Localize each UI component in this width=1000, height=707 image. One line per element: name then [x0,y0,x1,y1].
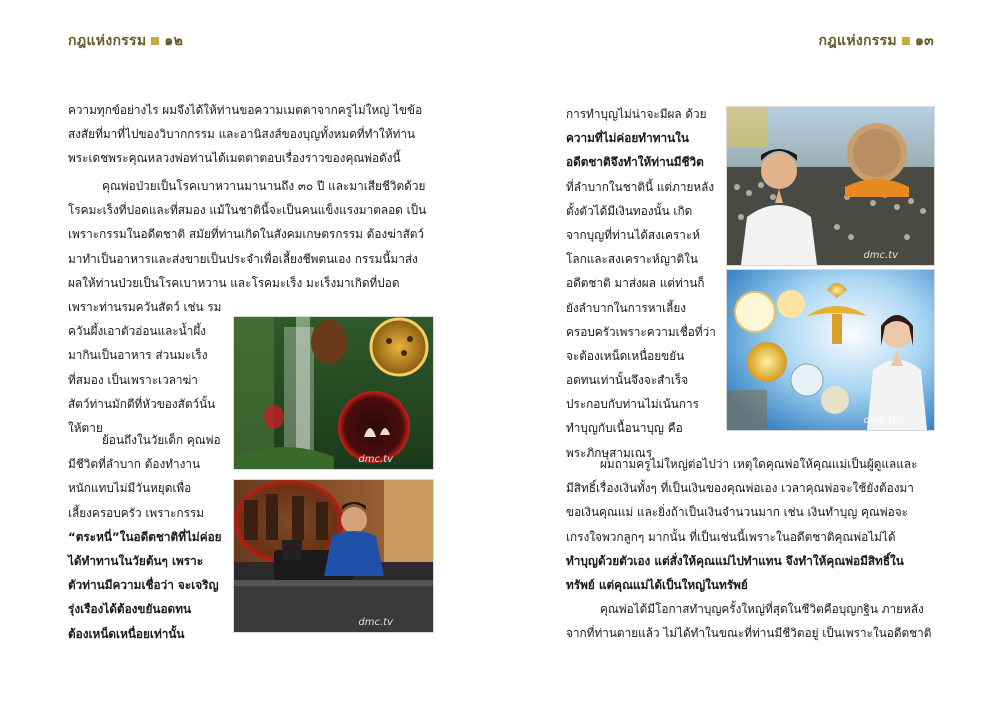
illustration-bees-forest [233,316,434,470]
running-head-title: กฎแห่งกรรม [818,33,897,49]
text-line: โลกและสงเคราะห์ญาติใน [566,252,698,267]
text-line: เพราะกรรมในอดีตชาติ สมัยที่ท่านเกิดในสังคมเกษตรกรรม ต้องฆ่าสัตว์ [68,227,425,242]
accent-square-icon [151,37,159,45]
paragraph-1 [566,102,716,465]
text-line: พระภิกษุสามเณร [566,445,653,460]
text-line: ตั้งตัวได้มีเงินทองนั้น เกิด [566,203,693,218]
text-line: ผลให้ท่านป่วยเป็นโรคเบาหวาน และโรคมะเร็ง มะเร็งมาเกิดที่ปอด [68,275,400,290]
text-line: มากินเป็นอาหาร ส่วนมะเร็ง [68,348,208,363]
text-line: ทำบุญกับเนื้อนาบุญ คือ [566,421,683,436]
text-line: อดีตชาติจึงทำให้ท่านมีชีวิต [566,155,704,170]
text-line: ที่ลำบากในชาตินี้ แต่ภายหลัง [566,179,715,194]
text-line: ควันผึ้งเอาตัวอ่อนและน้ำผึ้ง [68,324,207,339]
text-line: เกรงใจพวกลูกๆ มากนั้น ที่เป็นเช่นนี้เพราะในอดีตชาติคุณพ่อไม่ได้ [566,529,896,544]
paragraph-1 [68,98,422,171]
text-line: ความที่ไม่ค่อยทำทานใน [566,131,689,146]
watermark: dmc.tv [358,454,393,465]
text-line: ต้องเหน็ดเหนื่อยเท่านั้น [68,626,185,641]
watermark: dmc.tv [863,415,898,426]
watermark: dmc.tv [358,617,393,628]
text-line: “ตระหนี่”ในอดีตชาติที่ไม่ค่อย [68,529,222,544]
right-page [500,0,1000,707]
text-line: คุณพ่อป่วยเป็นโรคเบาหวานมานานถึง ๓๐ ปี และมาเสียชีวิตด้วย [102,179,426,193]
text-line: ให้ตาย [68,420,103,435]
text-line: ยังลำบากในการหาเลี้ยง [566,300,687,315]
text-line: การทำบุญไม่น่าจะมีผล ด้วย [566,107,707,121]
page-number: ๑๓ [914,33,934,49]
text-line: มีชีวิตที่ลำบาก ต้องทำงาน [68,457,201,472]
text-line: คุณพ่อได้มีโอกาสทำบุญครั้งใหญ่ที่สุดในชีวิตคือบุญกฐิน ภายหลัง [600,602,924,616]
page-number: ๑๒ [164,33,184,49]
text-line: สงสัยที่มาที่ไปของวิบากกรรม และอานิสงส์ของบุญทั้งหมดที่ทำให้ท่าน [68,127,416,142]
merit-symbols-image [727,270,934,430]
running-head [68,30,183,52]
text-line: พระเดชพระคุณหลวงพ่อท่านได้เมตตาตอบเรื่องราวของคุณพ่อดังนี้ [68,151,401,166]
text-line: ได้ทำทานในวัยต้นๆ เพราะ [68,553,204,568]
text-line: สัตว์ท่านมักตีที่หัวของสัตว์นั้น [68,396,216,411]
text-line: ขอเงินคุณแม่ และยิ่งถ้าเป็นเงินจำนวนมาก เช่น เงินทำบุญ คุณพ่อจะ [566,505,908,520]
text-line: จะต้องเหน็ดเหนื่อยขยัน [566,348,685,363]
text-line: เลี้ยงครอบครัว เพราะกรรม [68,505,205,520]
text-line: ที่สมอง เป็นเพราะเวลาฆ่า [68,372,198,387]
text-line: ประกอบกับท่านไม่เน้นการ [566,397,699,412]
text-line: จากบุญที่ท่านได้สงเคราะห์ [566,227,701,242]
text-line: อดีตชาติ มาส่งผล แต่ท่านก็ [566,276,705,291]
text-line: ความทุกข์อย่างไร ผมจึงได้ให้ท่านขอความเมตตาจากครูไม่ใหญ่ ไขข้อ [68,103,423,117]
text-line: เพราะท่านรมควันสัตว์ เช่น รม [68,299,222,314]
text-line: มาทำเป็นอาหารและส่งขายเป็นประจำเพื่อเลี้ยงชีพตนเอง กรรมนี้มาส่ง [68,251,418,266]
text-line: หนักแทบไม่มีวันหยุดเพื่อ [68,481,192,496]
sewing-image [234,480,433,632]
text-line: ตัวท่านมีความเชื่อว่า จะเจริญ [68,578,219,593]
illustration-merit-symbols [726,269,935,431]
text-line: รุ่งเรืองได้ต้องขยันอดทน [68,602,192,617]
bees-forest-image [234,317,433,469]
paragraph-2 [566,452,917,597]
text-line: ย้อนถึงในวัยเด็ก คุณพ่อ [102,433,221,447]
accent-square-icon [902,37,910,45]
text-line: ทำบุญด้วยตัวเอง แต่สั่งให้คุณแม่ไปทำแทน จึงทำให้คุณพ่อมีสิทธิ์ใน [566,553,904,568]
paragraph-3 [566,597,931,645]
monk-crowd-image [727,107,934,265]
text-line: ครอบครัวเพราะความเชื่อที่ว่า [566,324,716,339]
watermark: dmc.tv [863,250,898,261]
text-line: มีสิทธิ์เรื่องเงินทั้งๆ ที่เป็นเงินของคุณพ่อเอง เวลาคุณพ่อจะใช้ยังต้องมา [566,481,914,496]
illustration-sewing-machine [233,479,434,633]
text-line: โรคมะเร็งที่ปอดและที่สมอง แม้ในชาตินี้จะเป็นคนแข็งแรงมาตลอด เป็น [68,203,427,218]
text-line: ผมถามครูไม่ใหญ่ต่อไปว่า เหตุใดคุณพ่อให้คุณแม่เป็นผู้ดูแลและ [600,457,918,471]
illustration-monk-crowd [726,106,935,266]
running-head-title: กฎแห่งกรรม [68,33,147,49]
running-head [819,30,934,52]
paragraph-3 [68,428,222,646]
text-line: อดทนเท่านั้นจึงจะสำเร็จ [566,373,689,388]
text-line: จากที่ท่านตายแล้ว ไม่ได้ทำในขณะที่ท่านมีชีวิตอยู่ เป็นเพราะในอดีตชาติ [566,626,932,641]
text-line: ทรัพย์ แต่คุณแม่ได้เป็นใหญ่ในทรัพย์ [566,577,748,592]
